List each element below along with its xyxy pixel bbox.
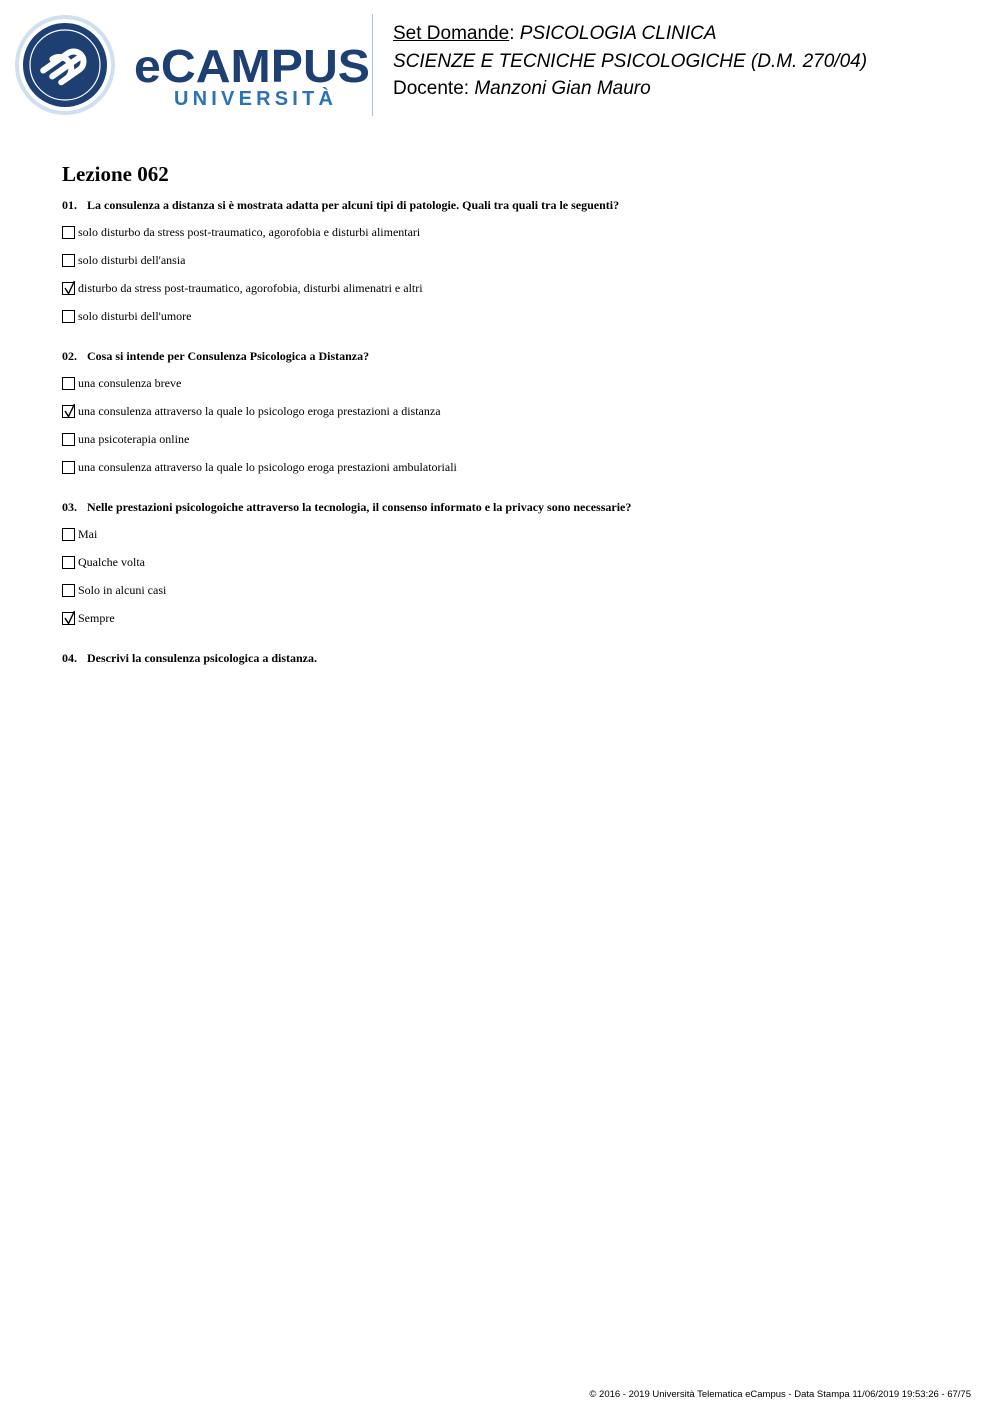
question-number: 02. xyxy=(62,349,77,363)
checkbox[interactable] xyxy=(62,584,75,597)
teacher-label: Docente: xyxy=(393,78,470,99)
checkbox[interactable] xyxy=(62,310,75,323)
option-label: una psicoterapia online xyxy=(78,431,190,446)
checkbox[interactable] xyxy=(62,226,75,239)
question-number: 04. xyxy=(62,651,77,665)
teacher-line xyxy=(393,78,651,100)
answer-option[interactable] xyxy=(62,280,423,296)
checkbox[interactable] xyxy=(62,433,75,446)
set-domande-line: Set Domande: PSICOLOGIA CLINICA xyxy=(393,23,717,44)
lesson-title: Lezione 062 xyxy=(62,162,169,186)
question-text: La consulenza a distanza si è mostrata adatta per alcuni tipi di patologie. Quali tra quali tra le seguenti? xyxy=(87,198,620,212)
answer-option[interactable] xyxy=(62,375,181,391)
answer-option[interactable] xyxy=(62,308,191,324)
course-line: SCIENZE E TECNICHE PSICOLOGICHE (D.M. 270/04) xyxy=(393,51,868,72)
set-label: Set Domande xyxy=(393,23,510,44)
question-number: 01. xyxy=(62,198,77,212)
option-label: una consulenza attraverso la quale lo psicologo eroga prestazioni ambulatoriali xyxy=(78,459,457,474)
question-03 xyxy=(62,500,631,515)
logo-subtitle: UNIVERSITÀ xyxy=(174,88,338,110)
answer-option[interactable] xyxy=(62,403,441,419)
option-label: solo disturbi dell'ansia xyxy=(78,252,186,267)
check-icon xyxy=(63,280,76,295)
page-footer: © 2016 - 2019 Università Telematica eCampus - Data Stampa 11/06/2019 19:53:26 - 67/75 xyxy=(589,1389,971,1400)
answer-option[interactable] xyxy=(62,252,185,268)
option-label: Qualche volta xyxy=(78,554,145,569)
question-01 xyxy=(62,198,619,213)
question-text: Descrivi la consulenza psicologica a distanza. xyxy=(87,651,317,665)
checkbox[interactable] xyxy=(62,612,75,625)
answer-option[interactable] xyxy=(62,554,145,570)
option-label: Sempre xyxy=(78,610,115,625)
answer-option[interactable] xyxy=(62,582,166,598)
answer-option[interactable] xyxy=(62,526,97,542)
svg-text:eCAMPUS: eCAMPUS xyxy=(134,42,370,88)
checkbox[interactable] xyxy=(62,461,75,474)
question-04 xyxy=(62,651,317,666)
option-label: una consulenza attraverso la quale lo psicologo eroga prestazioni a distanza xyxy=(78,403,441,418)
question-number: 03. xyxy=(62,500,77,514)
header-divider xyxy=(372,14,373,116)
set-value: PSICOLOGIA CLINICA xyxy=(519,23,717,44)
question-text: Cosa si intende per Consulenza Psicologica a Distanza? xyxy=(87,349,370,363)
check-icon xyxy=(63,610,76,625)
checkbox[interactable] xyxy=(62,254,75,267)
question-02 xyxy=(62,349,369,364)
option-label: solo disturbi dell'umore xyxy=(78,308,192,323)
checkbox[interactable] xyxy=(62,282,75,295)
answer-option[interactable] xyxy=(62,431,189,447)
option-label: solo disturbo da stress post-traumatico, agorofobia e disturbi alimentari xyxy=(78,224,421,239)
question-text: Nelle prestazioni psicologoiche attraverso la tecnologia, il consenso informato e la privacy sono necessarie? xyxy=(87,500,632,514)
checkbox[interactable] xyxy=(62,377,75,390)
answer-option[interactable] xyxy=(62,459,457,475)
option-label: Mai xyxy=(78,526,98,541)
option-label: una consulenza breve xyxy=(78,375,182,390)
ecampus-logo xyxy=(14,14,374,116)
checkbox[interactable] xyxy=(62,405,75,418)
checkbox[interactable] xyxy=(62,556,75,569)
answer-option[interactable] xyxy=(62,224,420,240)
option-label: disturbo da stress post-traumatico, agorofobia, disturbi alimenatri e altri xyxy=(78,280,423,295)
teacher-name: Manzoni Gian Mauro xyxy=(474,78,651,99)
answer-option[interactable] xyxy=(62,610,115,626)
check-icon xyxy=(63,403,76,418)
option-label: Solo in alcuni casi xyxy=(78,582,167,597)
checkbox[interactable] xyxy=(62,528,75,541)
university-seal-icon xyxy=(14,14,116,116)
ecampus-wordmark xyxy=(134,42,374,88)
